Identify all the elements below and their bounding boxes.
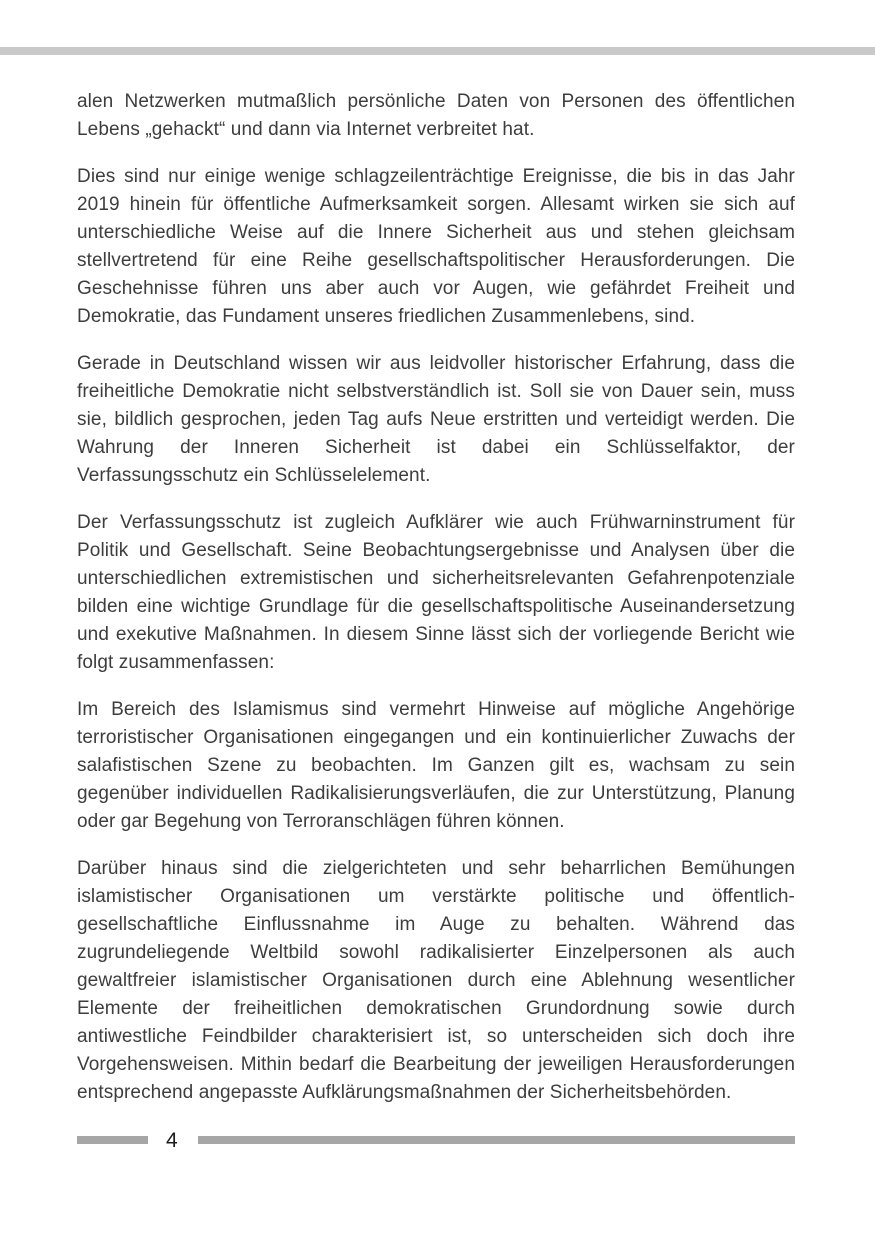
body-paragraph: Gerade in Deutschland wissen wir aus leidvoller historischer Erfahrung, dass die freiheitliche Demokratie nicht selbstverständlich ist. Soll sie von Dauer sein, muss sie, bildlich gesprochen, jeden Tag aufs Neue erstritten und verteidigt werden. Die Wahrung der Inneren Sicherheit ist dabei ein Schlüsselfaktor, der Verfassungsschutz ein Schlüsselelement. <box>77 353 795 486</box>
page-footer <box>77 1124 795 1156</box>
body-paragraph: Im Bereich des Islamismus sind vermehrt Hinweise auf mögliche Angehörige terroristischer Organisationen eingegangen und ein kontinuierlicher Zuwachs der salafistischen Szene zu beobachten. Im Ganzen gilt es, wachsam zu sein gegenüber individuellen Radikalisierungsverläufen, die zur Unterstützung, Planung oder gar Begehung von Terroranschlägen führen können. <box>77 699 795 832</box>
body-paragraph: Dies sind nur einige wenige schlagzeilenträchtige Ereignisse, die bis in das Jahr 2019 hinein für öffentliche Aufmerksamkeit sorgen. Allesamt wirken sie sich auf unterschiedliche Weise auf die Innere Sicherheit aus und stehen gleichsam stellvertretend für eine Reihe gesellschaftspolitischer Herausforderungen. Die Geschehnisse führen uns aber auch vor Augen, wie gefährdet Freiheit und Demokratie, das Fundament unseres friedlichen Zusammenlebens, sind. <box>77 166 795 327</box>
body-text-block <box>77 88 795 1126</box>
body-paragraph: Der Verfassungsschutz ist zugleich Aufklärer wie auch Frühwarninstrument für Politik und Gesellschaft. Seine Beobachtungsergebnisse und Analysen über die unterschiedlichen extremistischen und sicherheitsrelevanten Gefahrenpotenziale bilden eine wichtige Grundlage für die gesellschaftspolitische Auseinandersetzung und exekutive Maßnahmen. In diesem Sinne lässt sich der vorliegende Bericht wie folgt zusammenfassen: <box>77 512 795 673</box>
body-paragraph: Darüber hinaus sind die zielgerichteten und sehr beharrlichen Bemühungen islamistischer Organisationen um verstärkte politische und öffentlich-gesellschaftliche Einflussnahme im Auge zu behalten. Während das zugrundeliegende Weltbild sowohl radikalisierter Einzelpersonen als auch gewaltfreier islamistischer Organisationen durch eine Ablehnung wesentlicher Elemente der freiheitlichen demokratischen Grundordnung sowie durch antiwestliche Feindbilder charakterisiert ist, so unterscheiden sich doch ihre Vorgehensweisen. Mithin bedarf die Bearbeitung der jeweiligen Herausforderungen entsprechend angepasste Aufklärungsmaßnahmen der Sicherheitsbehörden. <box>77 858 795 1103</box>
footer-bar-left <box>77 1136 148 1144</box>
page-number: 4 <box>166 1128 178 1152</box>
footer-bar-right <box>198 1136 795 1144</box>
top-accent-bar <box>0 47 875 55</box>
body-paragraph: alen Netzwerken mutmaßlich persönliche Daten von Personen des öffentlichen Lebens „gehackt“ und dann via Internet verbreitet hat. <box>77 91 795 140</box>
